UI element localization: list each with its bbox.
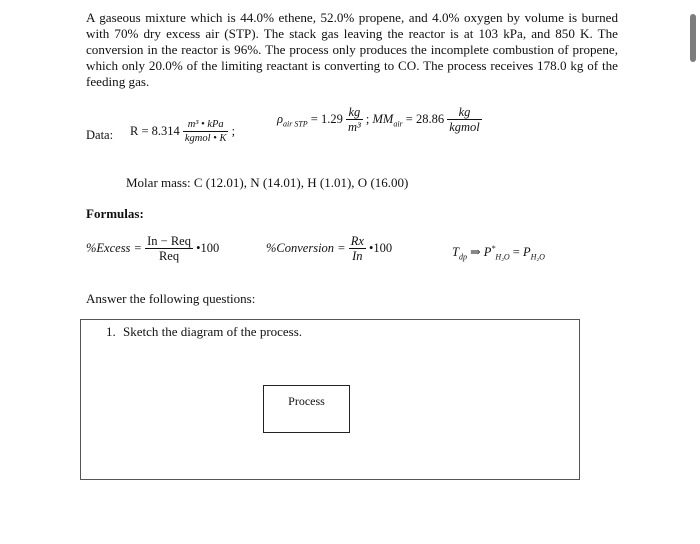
dew-point-formula [452,244,545,262]
excess-formula-lhs: %Excess = [86,240,142,255]
conversion-formula-rhs: •100 [369,240,393,255]
molar-mass-air-units [447,106,482,134]
process-block [263,385,350,433]
conversion-formula-denominator: In [349,248,366,263]
partial-pressure-symbol: P [522,245,531,260]
molar-mass-air-units-numerator: kg [458,105,471,119]
partial-pressure-subscript: H₂O [530,252,545,262]
air-density-symbol: ρ [277,111,283,126]
dew-point-temperature: T [452,245,459,260]
vapor-pressure-superscript: * [491,244,496,253]
dew-point-equals: = [512,245,520,260]
question-1 [106,324,302,340]
conversion-formula-lhs: %Conversion = [266,240,346,255]
air-density-units [346,106,363,134]
gas-constant-units-numerator: m³ • kPa [187,119,224,130]
gas-constant-equation [130,118,235,146]
conversion-formula-numerator: Rx [350,234,364,248]
dew-point-temperature-subscript: dp [458,252,467,262]
question-1-text: Sketch the diagram of the process. [123,324,303,339]
gas-constant-units [183,118,229,146]
molar-mass-air-units-denominator: kgmol [449,120,480,134]
excess-formula-numerator: In − Req [147,234,191,248]
vapor-pressure-symbol: P [483,245,492,260]
excess-formula-denominator: Req [145,248,193,263]
question-1-number: 1. [106,324,116,339]
problem-statement: A gaseous mixture which is 44.0% ethene, 52.0% propene, and 4.0% oxygen by volume is burned with 70% dry excess air (STP). The stack gas leaving the reactor is at 103 kPa, and 850 K. The conversion in the reactor is 96%. The process only produces the incomplete combustion of propene, which only 20.0% of the limiting reactant is converting to CO. The process receives 178.0 kg of the feeding gas. [86,10,618,89]
molar-mass-air-value: = 28.86 [405,111,445,126]
air-density-units-numerator: kg [348,105,361,119]
air-density-units-denominator: m³ [347,120,361,134]
air-density-equation [277,106,482,134]
excess-formula-rhs: •100 [196,240,220,255]
implies-arrow: ⇒ [470,245,481,260]
gas-constant-lhs: R = 8.314 [130,123,180,138]
scrollbar[interactable] [690,14,696,62]
gas-constant-separator: ; [231,123,236,138]
conversion-formula-fraction [349,235,366,263]
data-label: Data: [86,128,114,142]
molar-mass-air-separator: ; [365,111,370,126]
process-label: Process [288,394,325,408]
air-density-subscript: air STP [283,119,308,129]
excess-formula-fraction [145,235,193,263]
answer-prompt: Answer the following questions: [86,291,256,306]
air-density-value: = 1.29 [310,111,343,126]
molar-mass-air-subscript: air [393,119,403,129]
conversion-formula [266,235,392,263]
excess-formula [86,235,219,263]
vapor-pressure-subscript: H₂O [495,252,510,262]
formulas-heading: Formulas: [86,206,144,221]
molar-mass-list: Molar mass: C (12.01), N (14.01), H (1.01), O (16.00) [126,175,409,190]
molar-mass-air-symbol: MM [372,111,394,126]
gas-constant-units-denominator: kgmol • K [184,133,227,144]
